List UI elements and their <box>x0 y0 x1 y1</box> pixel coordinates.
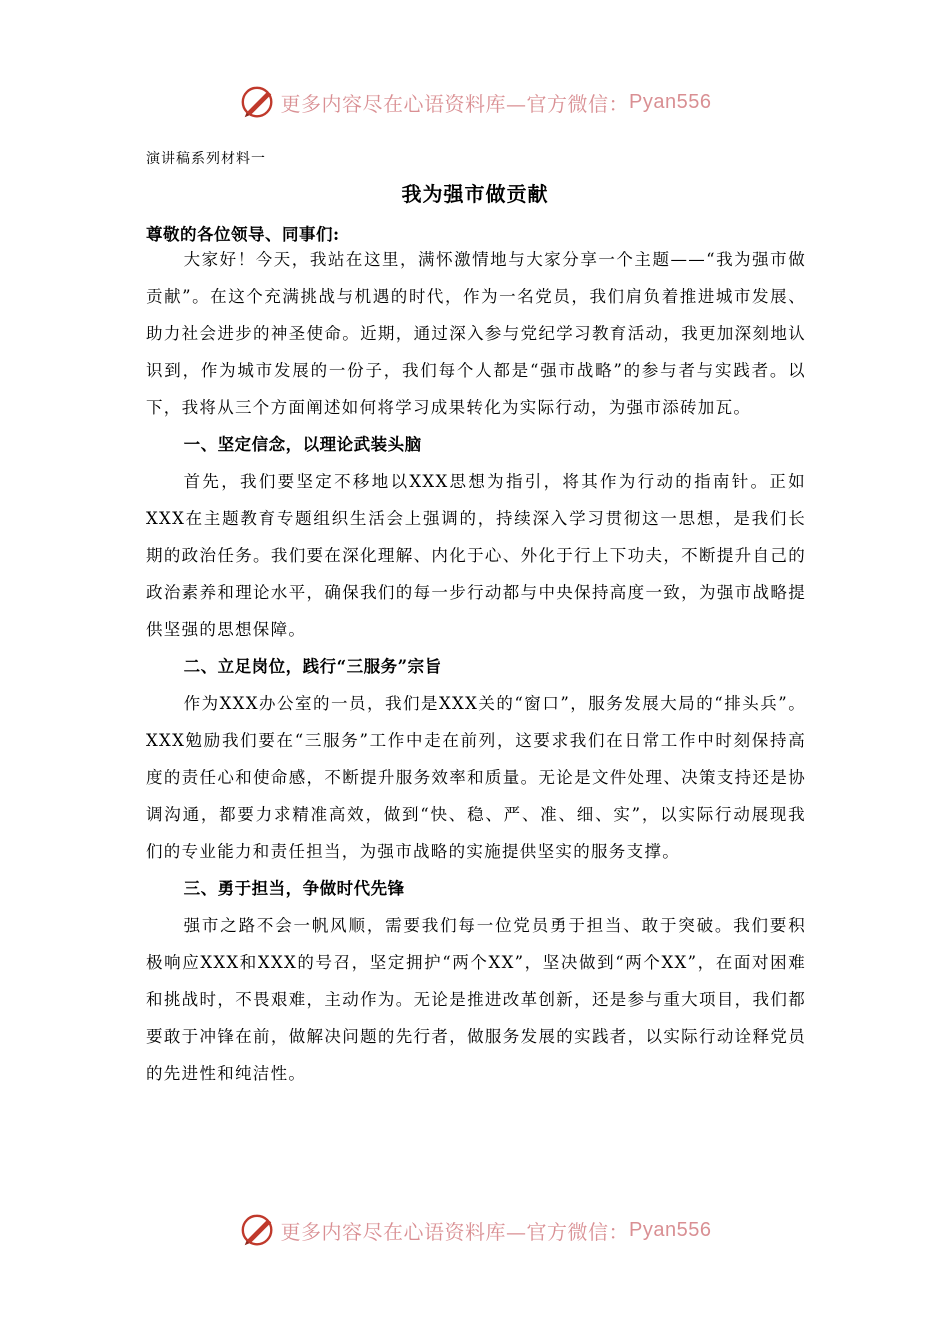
pen-logo-icon <box>239 1211 277 1249</box>
section-paragraph-2: 作为XXX办公室的一员，我们是XXX关的“窗口”，服务发展大局的“排头兵”。XXX勉励我们要在“三服务”工作中走在前列，这要求我们在日常工作中时刻保持高度的责任心和使命感，不断提升服务效率和质量。无论是文件处理、决策支持还是协调沟通，都要力求精准高效，做到“快、稳、严、准、细、实”，以实际行动展现我们的专业能力和责任担当，为强市战略的实施提供坚实的服务支撑。 <box>146 694 806 861</box>
watermark-banner-bottom <box>0 1206 950 1254</box>
salutation: 尊敬的各位领导、同事们: <box>146 225 340 244</box>
page-title: 我为强市做贡献 <box>401 182 549 206</box>
section-heading-2: 二、立足岗位，践行“三服务”宗旨 <box>183 657 442 676</box>
series-label: 演讲稿系列材料一 <box>146 151 266 167</box>
section-paragraph-3: 强市之路不会一帆风顺，需要我们每一位党员勇于担当、敢于突破。我们要积极响应XXX和XXX的号召，坚定拥护“两个XX”，坚决做到“两个XX”，在面对困难和挑战时，不畏艰难，主动作为。无论是推进改革创新，还是参与重大项目，我们都要敢于冲锋在前，做解决问题的先行者，做服务发展的实践者，以实际行动诠释党员的先进性和纯洁性。 <box>146 916 806 1083</box>
watermark-banner-top <box>0 78 950 126</box>
section-paragraph-1: 首先，我们要坚定不移地以XXX思想为指引，将其作为行动的指南针。正如XXX在主题教育专题组织生活会上强调的，持续深入学习贯彻这一思想，是我们长期的政治任务。我们要在深化理解、内化于心、外化于行上下功夫，不断提升自己的政治素养和理论水平，确保我们的每一步行动都与中央保持高度一致，为强市战略提供坚强的思想保障。 <box>146 472 806 639</box>
watermark-text: 更多内容尽在心语资料库—官方微信： <box>280 1219 630 1244</box>
section-heading-1: 一、坚定信念，以理论武装头脑 <box>183 435 422 454</box>
watermark-handle: Pyan556 <box>629 90 712 113</box>
section-heading-3: 三、勇于担当，争做时代先锋 <box>183 879 405 898</box>
speech-body <box>146 241 806 1092</box>
intro-paragraph: 大家好！今天，我站在这里，满怀激情地与大家分享一个主题——“我为强市做贡献”。在这个充满挑战与机遇的时代，作为一名党员，我们肩负着推进城市发展、助力社会进步的神圣使命。近期，通过深入参与党纪学习教育活动，我更加深刻地认识到，作为城市发展的一份子，我们每个人都是“强市战略”的参与者与实践者。以下，我将从三个方面阐述如何将学习成果转化为实际行动，为强市添砖加瓦。 <box>146 250 806 417</box>
watermark-text: 更多内容尽在心语资料库—官方微信： <box>280 91 630 116</box>
watermark-handle: Pyan556 <box>629 1218 712 1241</box>
pen-logo-icon <box>239 83 277 121</box>
